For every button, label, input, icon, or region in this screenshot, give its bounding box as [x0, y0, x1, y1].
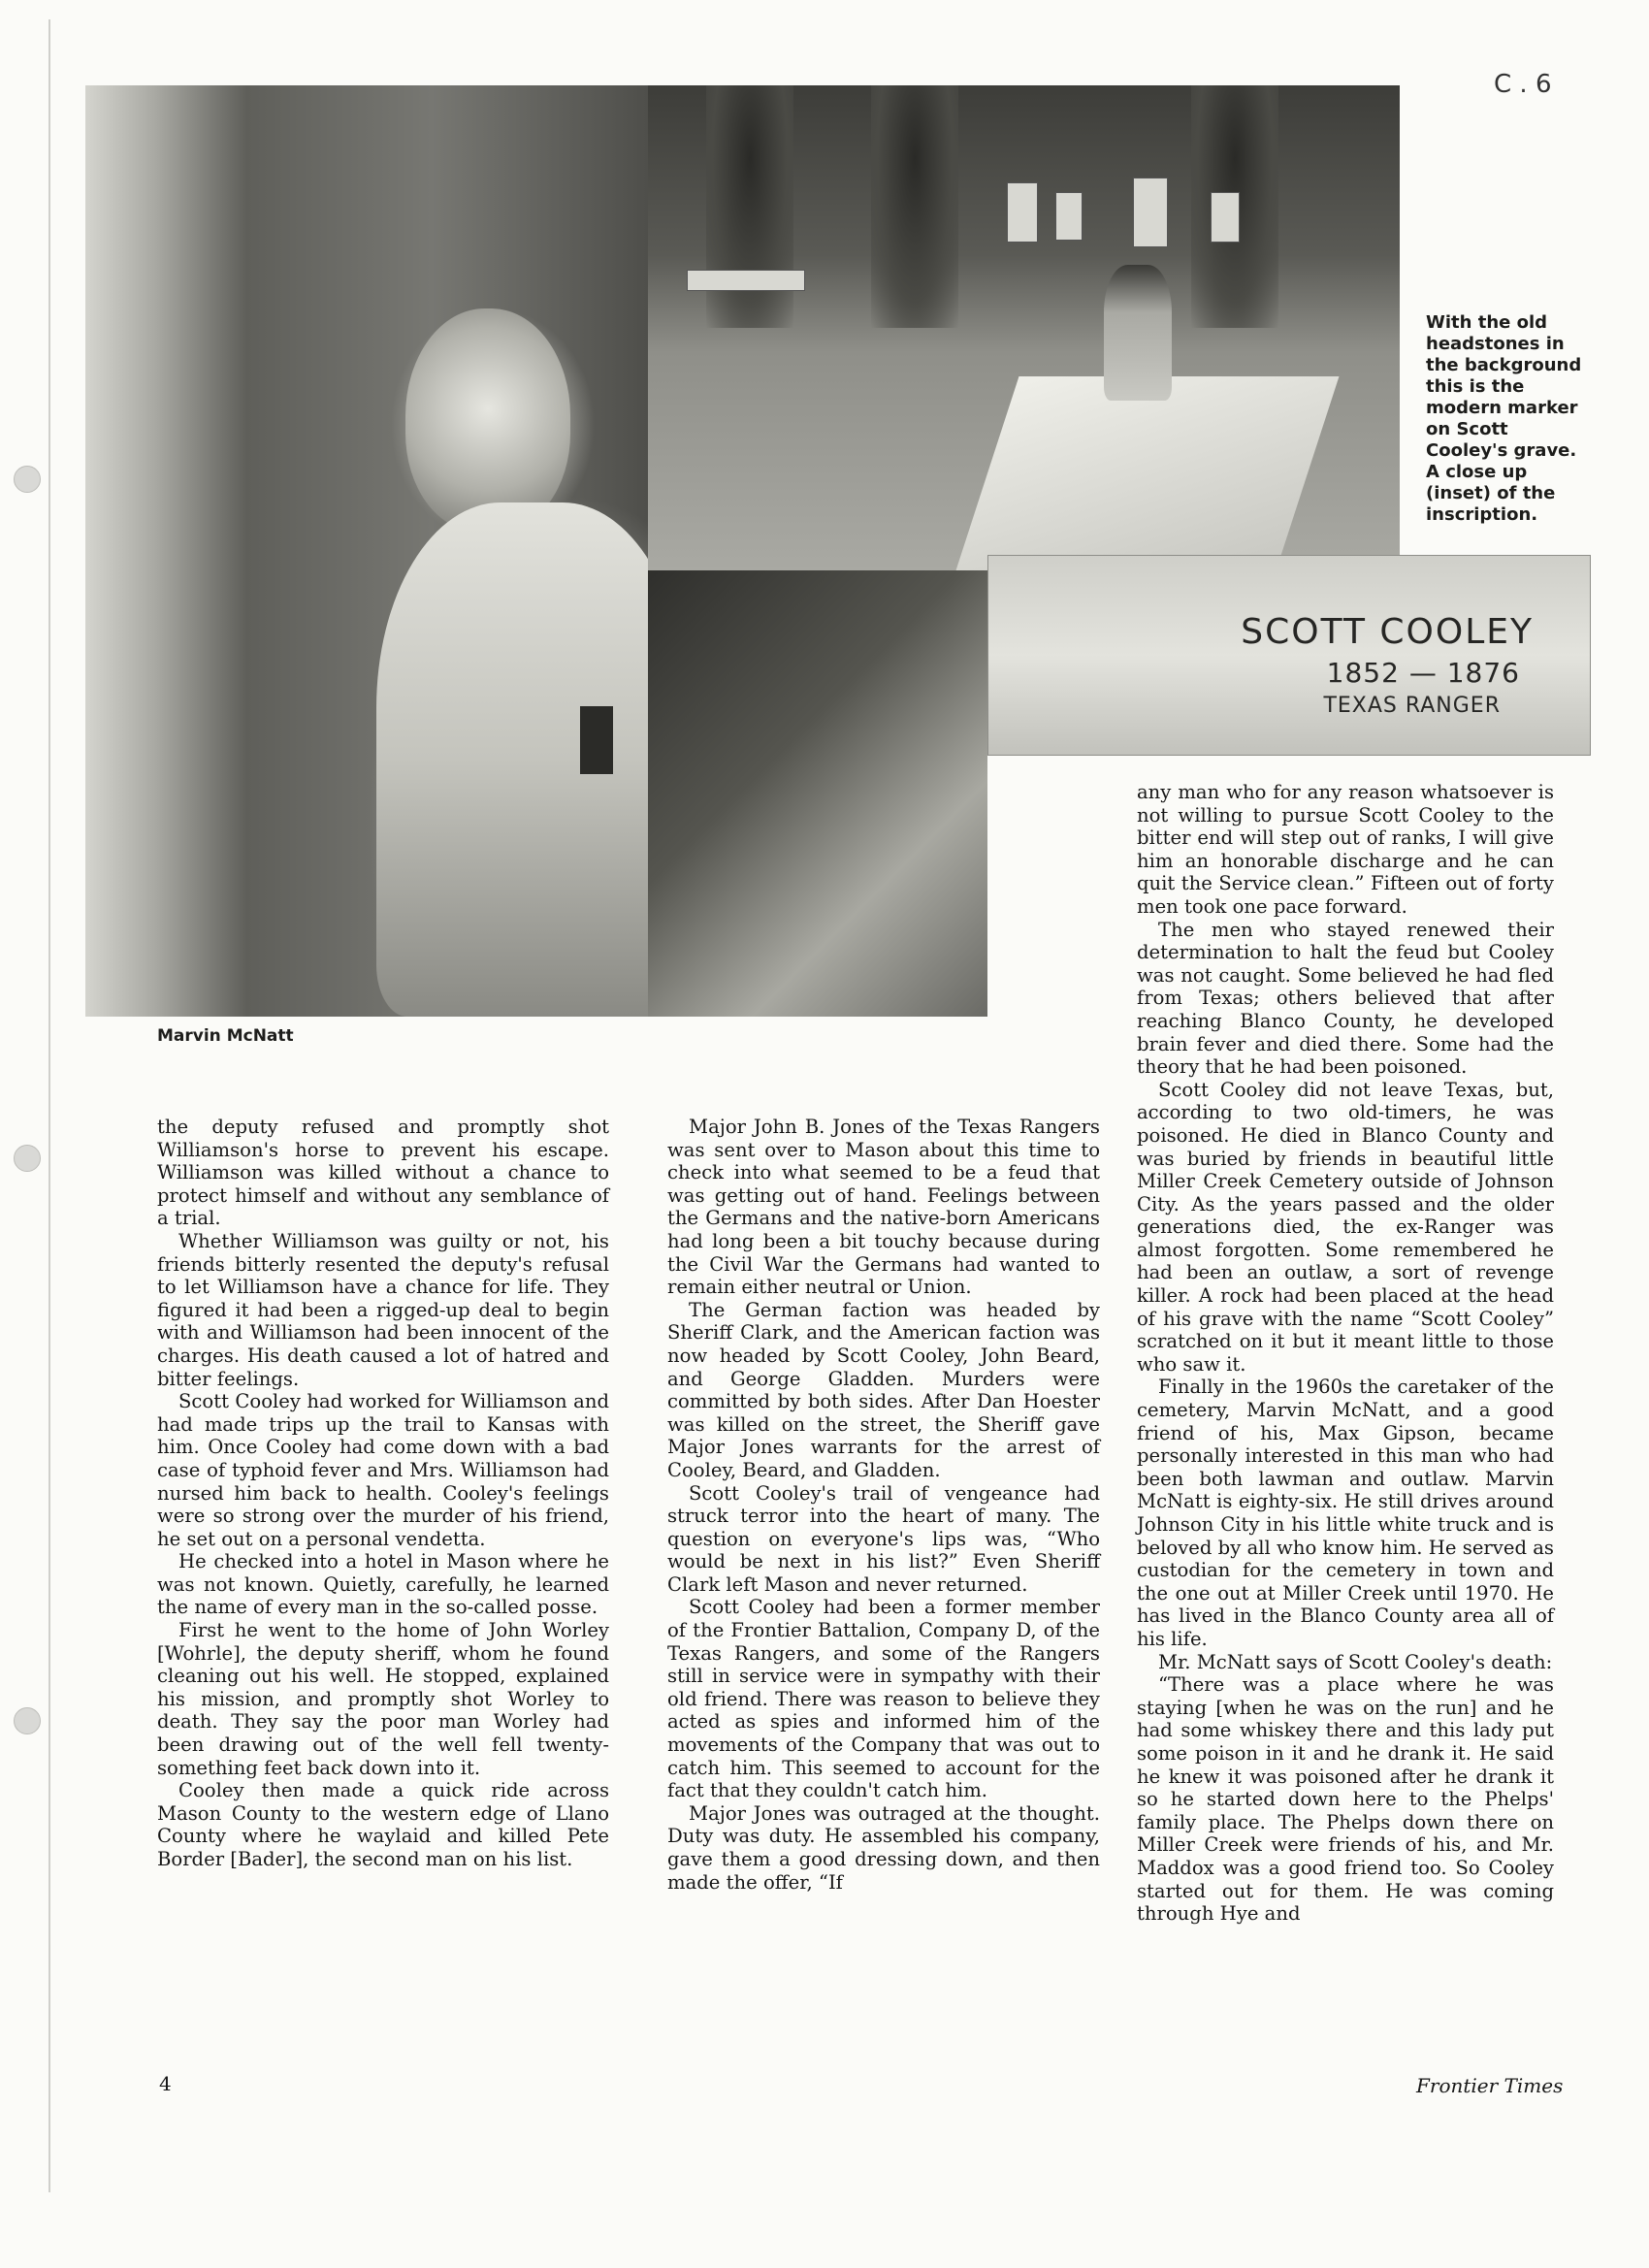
- seated-person: [1104, 265, 1172, 401]
- paragraph: The men who stayed renewed their determination to halt the feud but Cooley was not caught. Some believed he had fled from Texas; others believed that after reaching Blanco County, he developed brain fever and died there. Some had the theory that he had been poisoned.: [1137, 918, 1554, 1079]
- page-marker: C . 6: [1494, 70, 1552, 99]
- flat-marker: [687, 270, 805, 291]
- paragraph: The German faction was headed by Sheriff Clark, and the American faction was now headed by Scott Cooley, John Beard, and George Gladden. Murders were committed by both sides. After Dan Hoester was killed on the street, the Sheriff gave Major Jones warrants for the arrest of Cooley, Beard, and Gladden.: [667, 1298, 1100, 1481]
- grave-caption: With the old headstones in the background this is the modern marker on Scott Cooley's grave. A close up (inset) of the inscription.: [1426, 312, 1582, 525]
- portrait-head: [405, 308, 570, 532]
- punch-hole: [14, 466, 41, 493]
- portrait-photo-lower: [648, 570, 987, 1017]
- cemetery-photo: [648, 85, 1400, 570]
- paragraph: Major Jones was outraged at the thought. Duty was duty. He assembled his company, gave them a good dressing down, and then made the offer, “If: [667, 1801, 1100, 1894]
- portrait-body: [376, 502, 663, 1017]
- headstone: [1055, 192, 1083, 241]
- grave-marker-slab: [956, 376, 1340, 570]
- paragraph: Major John B. Jones of the Texas Rangers was sent over to Mason about this time to check into what seemed to be a feud that was getting out of hand. Feelings between the Germans and the native-born Americans had long been a bit touchy because during the Civil War the Germans had wanted to remain either neutral or Union.: [667, 1116, 1100, 1299]
- paragraph: any man who for any reason whatsoever is not willing to pursue Scott Cooley to the bitter end will step out of ranks, I will give him an honorable discharge and he can quit the Service clean.” Fifteen out of forty men took one pace forward.: [1137, 781, 1554, 918]
- text-column-1: [157, 1116, 609, 1871]
- portrait-caption: Marvin McNatt: [157, 1026, 294, 1046]
- paragraph: “There was a place where he was staying [when he was on the run] and he had some whiskey there and this lady put some poison in it and he drank it. He said he knew it was poisoned after he drank it so he started down here to the Phelps' family place. The Phelps down there on Miller Creek were friends of his, and Mr. Maddox was a good friend too. So Cooley started out for them. He was coming through Hye and: [1137, 1673, 1554, 1926]
- text-column-2: [667, 1116, 1100, 1894]
- paragraph: Mr. McNatt says of Scott Cooley's death:: [1158, 1650, 1553, 1673]
- paragraph: Cooley then made a quick ride across Mason County to the western edge of Llano County where he waylaid and killed Pete Border [Bader], the second man on his list.: [157, 1779, 609, 1870]
- binding-edge: [48, 19, 50, 2192]
- paragraph: Scott Cooley did not leave Texas, but, according to two old-timers, he was poisoned. He died in Blanco County and was buried by friends in beautiful little Miller Creek Cemetery outside of Johnson City. As the years passed and the older generations died, the ex-Ranger was almost forgotten. Some remembered he had been an outlaw, a sort of revenge killer. A rock had been placed at the head of his grave with the name “Scott Cooley” scratched on it but it meant little to those who saw it.: [1137, 1078, 1554, 1376]
- paragraph: the deputy refused and promptly shot Williamson's horse to prevent his escape. Williamson was killed without a chance to protect himself and without any semblance of a trial.: [157, 1116, 609, 1230]
- inscription-inset: [987, 555, 1591, 756]
- punch-hole: [14, 1145, 41, 1172]
- headstone: [1133, 178, 1168, 247]
- inset-rank: TEXAS RANGER: [1323, 694, 1501, 718]
- inset-years: 1852 — 1876: [1326, 657, 1520, 689]
- portrait-pocket: [580, 706, 613, 774]
- tree: [706, 85, 793, 328]
- inset-name: SCOTT COOLEY: [1241, 612, 1534, 652]
- paragraph: First he went to the home of John Worley [Wohrle], the deputy sheriff, whom he found cleaning out his well. He stopped, explained his mission, and promptly shot Worley to death. They say the poor man Worley had been drawing out of the well fell twenty-something feet back down into it.: [157, 1619, 609, 1779]
- paragraph: Scott Cooley had worked for Williamson and had made trips up the trail to Kansas with him. Once Cooley had come down with a bad case of typhoid fever and Mrs. Williamson had nursed him back to health. Cooley's feelings were so strong over the murder of his friend, he set out on a personal vendetta.: [157, 1390, 609, 1550]
- punch-hole: [14, 1707, 41, 1734]
- paragraph: Whether Williamson was guilty or not, his friends bitterly resented the deputy's refusal to let Williamson have a chance for life. They figured it had been a rigged-up deal to begin with and Williamson had been innocent of the charges. His death caused a lot of hatred and bitter feelings.: [157, 1229, 609, 1390]
- tree: [871, 85, 958, 328]
- paragraph: Scott Cooley had been a former member of the Frontier Battalion, Company D, of the Texas Rangers, and some of the Rangers still in service were in sympathy with their old friend. There was reason to believe they acted as spies and informed him of the movements of the Company that was out to catch him. This seemed to account for the fact that they couldn't catch him.: [667, 1596, 1100, 1802]
- page-number: 4: [159, 2072, 172, 2095]
- paragraph: Scott Cooley's trail of vengeance had struck terror into the heart of many. The question on everyone's lips was, “Who would be next in his list?” Even Sheriff Clark left Mason and never returned.: [667, 1481, 1100, 1596]
- paragraph: Finally in the 1960s the caretaker of the cemetery, Marvin McNatt, and a good friend of his, Max Gipson, became personally interested in this man who had been both lawman and outlaw. Marvin McNatt is eighty-six. He still drives around Johnson City in his little white truck and is beloved by all who know him. He served as custodian for the cemetery in town and the one out at Miller Creek until 1970. He has lived in the Blanco County area all of his life.: [1137, 1376, 1554, 1650]
- headstone: [1007, 182, 1038, 243]
- publication-title: Frontier Times: [1416, 2074, 1564, 2097]
- paragraph: He checked into a hotel in Mason where he was not known. Quietly, carefully, he learned the name of every man in the so-called posse.: [157, 1550, 609, 1619]
- text-column-3: [1137, 781, 1554, 1926]
- headstone: [1211, 192, 1240, 243]
- portrait-photo: [85, 85, 663, 1017]
